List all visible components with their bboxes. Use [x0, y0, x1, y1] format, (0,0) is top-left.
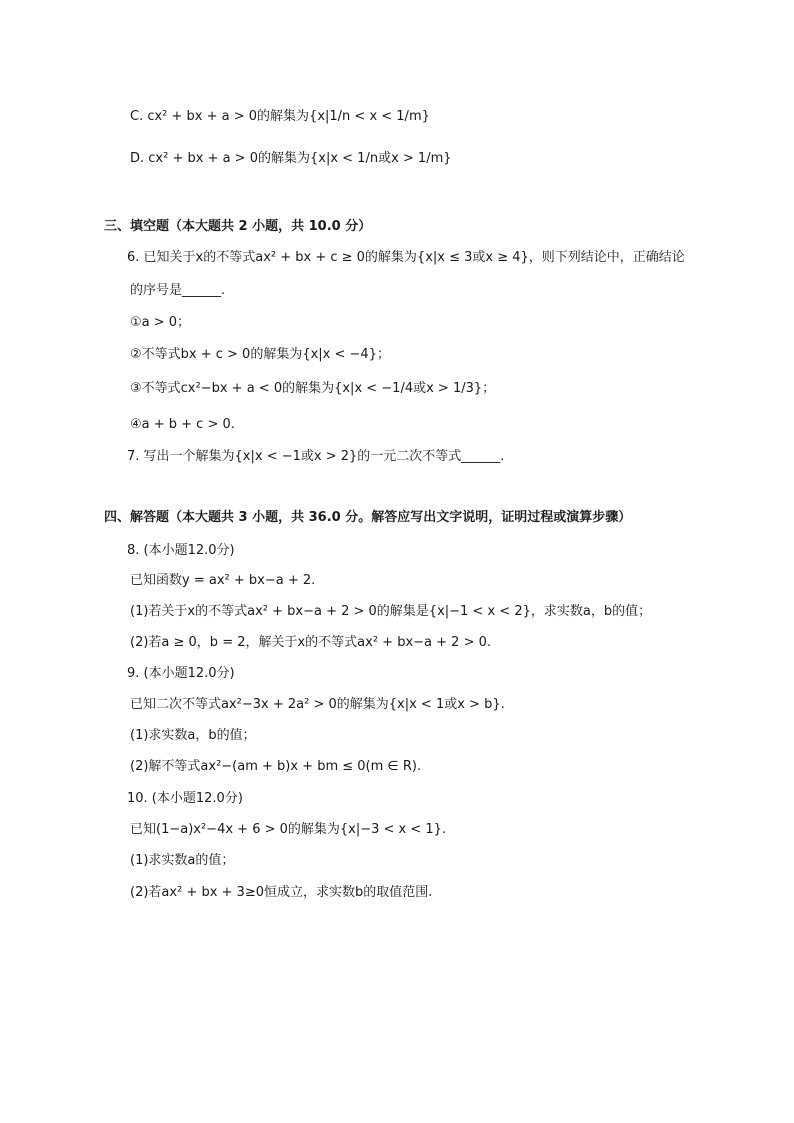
question-6-item-3: ③不等式cx²−bx + a < 0的解集为{x|x < −1/4或x > 1/3}； — [130, 381, 496, 396]
question-9-header: 9. (本小题12.0分) — [127, 666, 235, 681]
option-d: D. cx² + bx + a > 0的解集为{x|x < 1/n或x > 1/m} — [130, 151, 452, 166]
question-6-stem-cont: 的序号是______. — [130, 283, 226, 298]
question-10-stem: 已知(1−a)x²−4x + 6 > 0的解集为{x|−3 < x < 1}. — [130, 822, 447, 837]
question-6-item-4: ④a + b + c > 0. — [130, 417, 235, 432]
question-9-stem: 已知二次不等式ax²−3x + 2a² > 0的解集为{x|x < 1或x > b}. — [130, 697, 505, 712]
question-8-stem: 已知函数y = ax² + bx−a + 2. — [130, 573, 316, 588]
question-8-part-1: (1)若关于x的不等式ax² + bx−a + 2 > 0的解集是{x|−1 < x < 2}，求实数a，b的值； — [130, 604, 652, 619]
question-9-part-2: (2)解不等式ax²−(am + b)x + bm ≤ 0(m ∈ R). — [130, 759, 422, 774]
question-6-item-2: ②不等式bx + c > 0的解集为{x|x < −4}； — [130, 347, 390, 362]
question-10-header: 10. (本小题12.0分) — [127, 791, 243, 806]
question-7: 7. 写出一个解集为{x|x < −1或x > 2}的一元二次不等式______. — [127, 449, 505, 464]
question-10-part-2: (2)若ax² + bx + 3≥0恒成立，求实数b的取值范围. — [130, 885, 433, 900]
question-6-item-1: ①a > 0； — [130, 315, 191, 330]
question-8-header: 8. (本小题12.0分) — [127, 543, 235, 558]
section-3-heading: 三、填空题（本大题共 2 小题，共 10.0 分） — [104, 219, 372, 234]
question-8-part-2: (2)若a ≥ 0，b = 2，解关于x的不等式ax² + bx−a + 2 > 0. — [130, 635, 492, 650]
option-c: C. cx² + bx + a > 0的解集为{x|1/n < x < 1/m} — [130, 109, 430, 124]
question-6-stem: 6. 已知关于x的不等式ax² + bx + c ≥ 0的解集为{x|x ≤ 3或x ≥ 4}，则下列结论中，正确结论 — [127, 250, 685, 265]
question-10-part-1: (1)求实数a的值； — [130, 853, 235, 868]
question-9-part-1: (1)求实数a，b的值； — [130, 728, 256, 743]
section-4-heading: 四、解答题（本大题共 3 小题，共 36.0 分。解答应写出文字说明，证明过程或演算步骤） — [104, 510, 632, 525]
